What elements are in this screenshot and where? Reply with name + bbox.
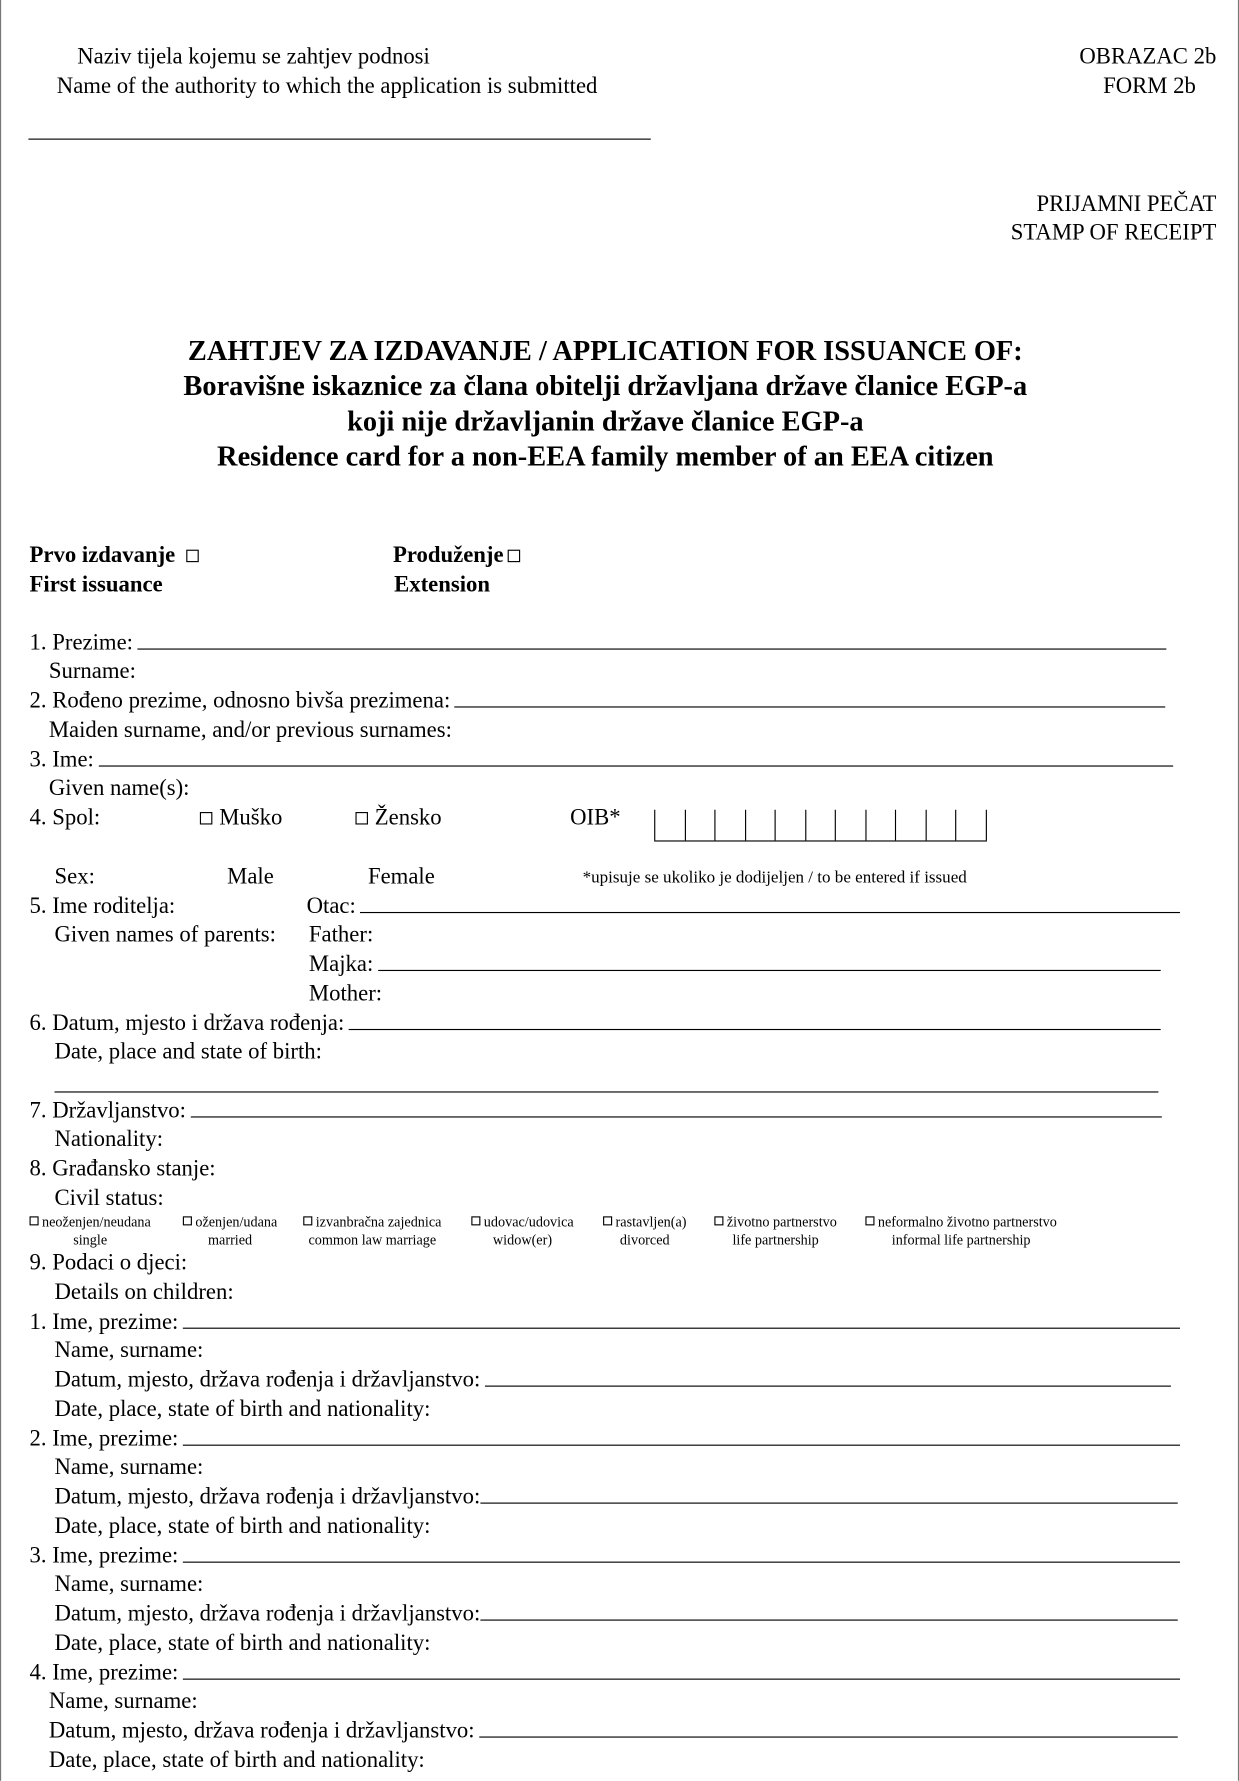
title-line: koji nije državljanin države članice EGP-a [347,406,864,438]
checkbox[interactable] [508,550,520,562]
child-birth-label-en: Date, place, state of birth and nationality: [54,1396,431,1422]
children-label: 9. Podaci o djeci: [29,1250,188,1276]
father-input[interactable] [360,893,1180,913]
child-birth-label: Datum, mjesto, država rođenja i državljanstvo: [54,1367,481,1393]
mother-input[interactable] [378,951,1161,971]
child-name-input[interactable] [183,1425,1180,1445]
children-label-en: Details on children: [54,1279,234,1305]
first-issuance-label: Prvo izdavanje [29,542,176,568]
title-line: Residence card for a non-EEA family member of an EEA citizen [217,441,994,473]
child-name-input[interactable] [183,1659,1180,1679]
child-birth-input[interactable] [480,1600,1177,1620]
female-label-en: Female [367,864,435,890]
parents-label: 5. Ime roditelja: [29,893,176,919]
option-label: neoženjen/neudana [42,1214,151,1230]
child-name-label-en: Name, surname: [54,1571,204,1597]
child-birth-input[interactable] [480,1483,1177,1503]
oib-input-boxes[interactable] [654,810,987,842]
extension-option[interactable] [393,542,527,569]
civil-status-label-en: Civil status: [54,1185,164,1211]
parents-label-en: Given names of parents: [54,922,276,948]
civil-option-married[interactable] [183,1213,277,1249]
checkbox[interactable] [30,1216,39,1225]
given-label-en: Given name(s): [48,775,190,801]
child-name-label-en: Name, surname: [54,1454,204,1480]
child-name-input[interactable] [183,1542,1180,1562]
form-title [0,334,1211,475]
checkbox[interactable] [471,1216,480,1225]
nationality-label-en: Nationality: [54,1126,164,1152]
option-label: izvanbračna zajednica [315,1214,442,1230]
given-name-field[interactable] [30,746,1174,773]
child-2-name-field[interactable] [30,1425,1180,1452]
checkbox[interactable] [355,812,367,824]
civil-option-common-law[interactable] [303,1213,441,1249]
child-name-label: 2. Ime, prezime: [29,1426,179,1452]
maiden-label-en: Maiden surname, and/or previous surnames: [48,717,452,743]
nationality-field[interactable] [30,1097,1162,1124]
option-label-en: married [208,1232,253,1249]
option-label-en: single [73,1232,108,1249]
child-birth-input[interactable] [485,1366,1171,1386]
checkbox[interactable] [714,1216,723,1225]
child-birth-label-en: Date, place, state of birth and nationality: [54,1513,431,1539]
option-label: životno partnerstvo [726,1214,837,1230]
authority-input[interactable] [28,139,650,140]
form-number-hr: OBRAZAC 2b [1079,44,1217,70]
civil-option-single[interactable] [30,1213,151,1249]
child-birth-label-en: Date, place, state of birth and nationality: [48,1747,425,1773]
female-option[interactable] [351,804,442,831]
option-label: oženjen/udana [195,1214,278,1230]
child-2-birth-field[interactable] [55,1483,1178,1510]
child-1-birth-field[interactable] [55,1366,1171,1393]
child-name-label: 1. Ime, prezime: [29,1309,179,1335]
option-label-en: life partnership [732,1232,819,1249]
maiden-surname-field[interactable] [30,687,1166,714]
child-birth-input[interactable] [479,1717,1178,1737]
mother-label-en: Mother: [308,981,383,1007]
father-label: Otac: [306,893,356,919]
father-field[interactable] [307,893,1180,920]
option-label: udovac/udovica [483,1214,574,1230]
option-label-en: divorced [619,1232,670,1249]
first-issuance-option[interactable] [30,542,206,569]
maiden-label: 2. Rođeno prezime, odnosno bivša prezimena: [29,688,451,714]
authority-label-en: Name of the authority to which the application is submitted [56,73,598,99]
title-line: Boravišne iskaznice za člana obitelji državljana države članice EGP-a [183,371,1028,403]
authority-label-hr: Naziv tijela kojemu se zahtjev podnosi [77,44,430,70]
birth-label: 6. Datum, mjesto i država rođenja: [29,1010,345,1036]
checkbox[interactable] [183,1216,192,1225]
surname-field[interactable] [30,629,1167,656]
child-name-label-en: Name, surname: [48,1688,198,1714]
oib-note: *upisuje se ukoliko je dodijeljen / to be entered if issued [582,868,967,887]
mother-field[interactable] [309,951,1161,978]
child-birth-label: Datum, mjesto, država rođenja i državljanstvo: [54,1484,481,1510]
option-label-en: common law marriage [308,1232,437,1249]
civil-option-widowed[interactable] [471,1213,573,1249]
form-number-en: FORM 2b [1103,73,1196,99]
extension-label: Produženje [392,542,504,568]
child-birth-label: Datum, mjesto, država rođenja i državljanstvo: [48,1718,475,1744]
option-label-en: widow(er) [492,1232,553,1249]
stamp-label-hr: PRIJAMNI PEČAT [1036,191,1217,217]
child-4-birth-field[interactable] [49,1717,1178,1744]
child-name-label: 4. Ime, prezime: [29,1660,179,1686]
male-label-en: Male [227,864,274,890]
civil-status-label: 8. Građansko stanje: [29,1156,216,1182]
birth-input[interactable] [349,1010,1161,1030]
surname-input[interactable] [138,629,1167,649]
maiden-input[interactable] [455,687,1165,707]
birth-field[interactable] [30,1010,1161,1037]
male-label: Muško [219,805,283,831]
civil-option-life-partnership[interactable] [714,1213,836,1249]
given-input[interactable] [98,746,1173,766]
checkbox[interactable] [603,1216,612,1225]
sex-label-en: Sex: [54,864,95,890]
sex-label: 4. Spol: [29,805,101,831]
given-label: 3. Ime: [29,747,94,773]
child-name-input[interactable] [183,1308,1180,1328]
checkbox[interactable] [200,812,212,824]
nationality-input[interactable] [191,1097,1162,1117]
extension-label-en: Extension [394,572,491,598]
female-label: Žensko [374,805,442,831]
option-label-en: informal life partnership [891,1232,1031,1249]
child-4-name-field[interactable] [30,1659,1180,1686]
mother-label: Majka: [308,951,374,977]
checkbox[interactable] [865,1216,874,1225]
child-birth-label: Datum, mjesto, država rođenja i državljanstvo: [54,1601,481,1627]
oib-label: OIB* [570,805,621,831]
child-3-birth-field[interactable] [55,1600,1178,1627]
child-1-name-field[interactable] [30,1308,1180,1335]
birth-input-extra[interactable] [55,1091,1159,1092]
stamp-label-en: STAMP OF RECEIPT [1010,220,1217,246]
father-label-en: Father: [308,922,374,948]
checkbox[interactable] [187,550,199,562]
option-label: neformalno životno partnerstvo [877,1214,1057,1230]
surname-label-en: Surname: [48,658,136,684]
civil-option-informal-partnership[interactable] [865,1213,1056,1249]
checkbox[interactable] [303,1216,312,1225]
child-birth-label-en: Date, place, state of birth and nationality: [54,1630,431,1656]
surname-label: 1. Prezime: [29,630,133,656]
first-issuance-label-en: First issuance [29,572,163,598]
birth-label-en: Date, place and state of birth: [54,1039,322,1065]
civil-option-divorced[interactable] [603,1213,686,1249]
child-name-label-en: Name, surname: [54,1337,204,1363]
nationality-label: 7. Državljanstvo: [29,1098,186,1124]
child-3-name-field[interactable] [30,1542,1180,1569]
child-name-label: 3. Ime, prezime: [29,1543,179,1569]
title-line: ZAHTJEV ZA IZDAVANJE / APPLICATION FOR ISSUANCE OF: [187,336,1023,367]
male-option[interactable] [195,804,282,831]
option-label: rastavljen(a) [615,1214,687,1230]
